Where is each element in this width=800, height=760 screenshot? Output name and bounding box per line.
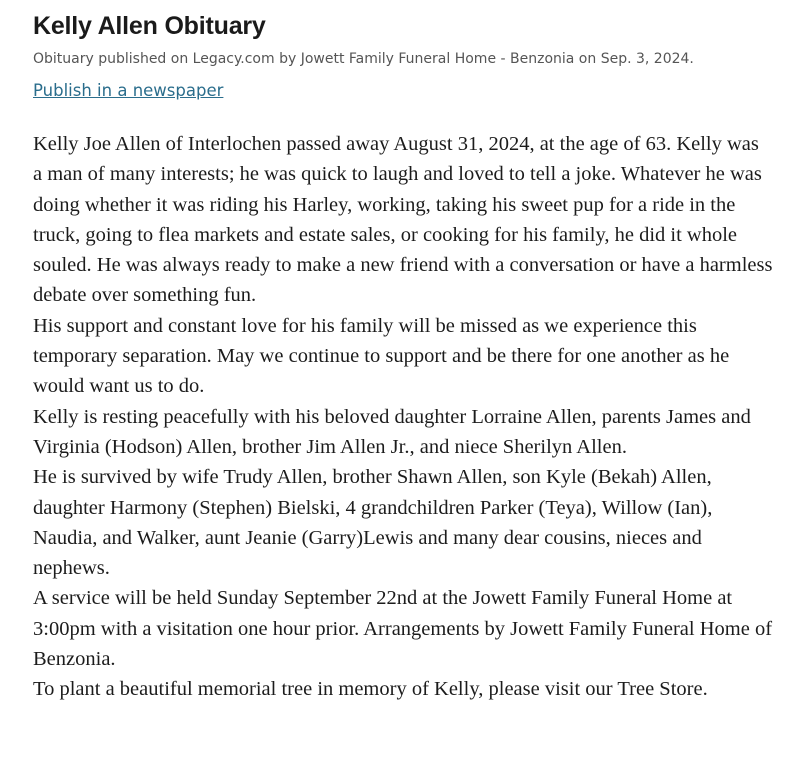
published-meta: Obituary published on Legacy.com by Jowett Family Funeral Home - Benzonia on Sep. 3, 2024. xyxy=(33,51,694,67)
obituary-body xyxy=(33,129,773,705)
obituary-paragraph: Kelly Joe Allen of Interlochen passed away August 31, 2024, at the age of 63. Kelly was a man of many interests; he was quick to laugh and loved to tell a joke. Whatever he was doing whether it was riding his Harley, working, taking his sweet pup for a ride in the truck, going to flea markets and estate sales, or cooking for his family, he did it whole souled. He was always ready to make a new friend with a conversation or have a harmless debate over something fun. xyxy=(33,133,773,307)
obituary-paragraph: To plant a beautiful memorial tree in memory of Kelly, please visit our Tree Store. xyxy=(33,678,708,701)
page-title: Kelly Allen Obituary xyxy=(33,12,266,40)
obituary-paragraph: A service will be held Sunday September 22nd at the Jowett Family Funeral Home at 3:00pm with a visitation one hour prior. Arrangements by Jowett Family Funeral Home of Benzonia. xyxy=(33,587,773,671)
obituary-paragraph: He is survived by wife Trudy Allen, brother Shawn Allen, son Kyle (Bekah) Allen, daughter Harmony (Stephen) Bielski, 4 grandchildren Parker (Teya), Willow (Ian), Naudia, and Walker, aunt Jeanie (Garry)Lewis and many dear cousins, nieces and nephews. xyxy=(33,466,713,580)
obituary-paragraph: His support and constant love for his family will be missed as we experience this temporary separation. May we continue to support and be there for one another as he would want us to do. xyxy=(33,314,730,398)
obituary-paragraph: Kelly is resting peacefully with his beloved daughter Lorraine Allen, parents James and Virginia (Hodson) Allen, brother Jim Allen Jr., and niece Sherilyn Allen. xyxy=(33,405,751,458)
publish-in-newspaper-link[interactable]: Publish in a newspaper xyxy=(33,81,224,100)
